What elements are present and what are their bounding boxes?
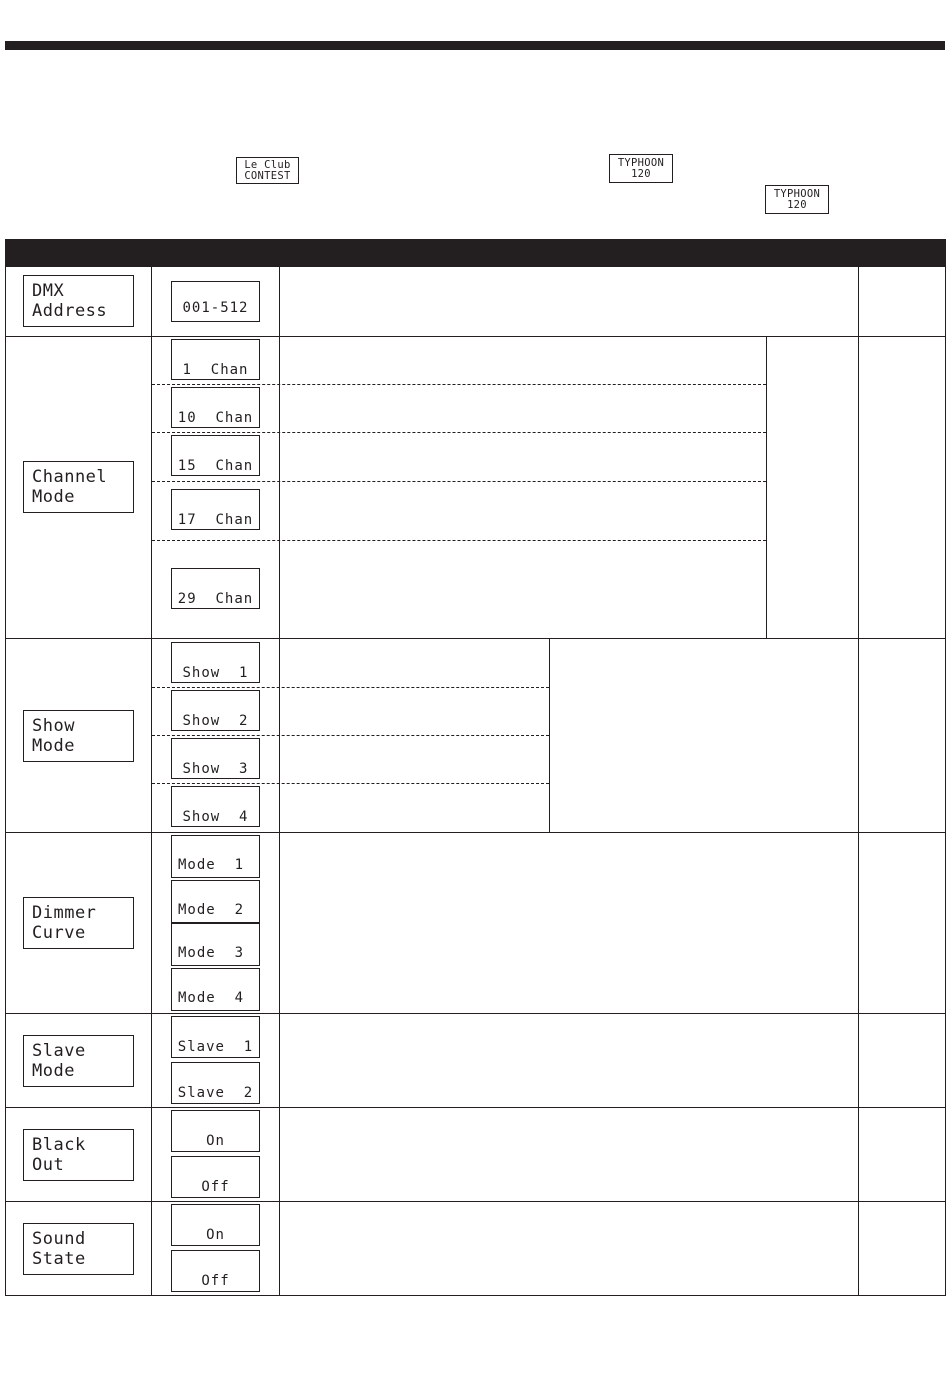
show-mode-value-lcd xyxy=(171,738,260,779)
lcd-value: On xyxy=(206,1133,225,1149)
channel-mode-value-lcd xyxy=(171,568,260,609)
sub-row-divider xyxy=(152,481,766,482)
lcd-line: Curve xyxy=(32,923,86,943)
typhoon-120-lcd xyxy=(609,154,673,183)
sub-row-divider xyxy=(152,735,549,736)
black-out-value-lcd xyxy=(171,1110,260,1152)
dimmer-curve-value-lcd xyxy=(171,880,260,923)
lcd-line: 120 xyxy=(631,168,651,180)
row-divider xyxy=(6,832,946,833)
sub-row-divider xyxy=(152,540,766,541)
lcd-value: Show 2 xyxy=(182,713,249,729)
channel-mode-value-lcd xyxy=(171,339,260,380)
dimmer-curve-function-lcd xyxy=(23,897,134,949)
lcd-line: DMX xyxy=(32,281,65,301)
lcd-value: Mode 3 xyxy=(178,945,245,961)
show-mode-value-lcd xyxy=(171,786,260,827)
channel-mode-function-lcd xyxy=(23,461,134,513)
lcd-line: Mode xyxy=(32,487,75,507)
lcd-value: Show 1 xyxy=(182,665,249,681)
lcd-value: Show 3 xyxy=(182,761,249,777)
lcd-line: Le Club xyxy=(244,159,291,171)
sound-state-value-lcd xyxy=(171,1204,260,1246)
lcd-line: CONTEST xyxy=(244,170,291,182)
slave-mode-value-lcd xyxy=(171,1016,260,1058)
table-header-bar xyxy=(5,239,946,267)
sub-row-divider xyxy=(152,384,766,385)
channel-mode-value-lcd xyxy=(171,387,260,428)
lcd-line: Show xyxy=(32,716,75,736)
lcd-line: Slave xyxy=(32,1041,86,1061)
top-rule xyxy=(5,41,945,50)
slave-mode-value-lcd xyxy=(171,1062,260,1104)
lcd-line: Channel xyxy=(32,467,108,487)
sub-row-divider xyxy=(152,432,766,433)
lcd-value: On xyxy=(206,1227,225,1243)
dmx-address-value-lcd xyxy=(171,281,260,322)
lcd-value: 10 Chan xyxy=(177,410,254,426)
menu-table xyxy=(5,267,946,1296)
lcd-value: 17 Chan xyxy=(177,512,254,528)
dimmer-curve-value-lcd xyxy=(171,835,260,878)
sub-row-divider xyxy=(152,687,549,688)
lcd-value: Mode 2 xyxy=(178,902,245,918)
channel-mode-value-lcd xyxy=(171,489,260,530)
row-divider xyxy=(6,638,946,639)
slave-mode-function-lcd xyxy=(23,1035,134,1087)
typhoon-120-lcd xyxy=(765,185,829,214)
lcd-line: Out xyxy=(32,1155,65,1175)
col-divider xyxy=(766,336,767,638)
lcd-line: Mode xyxy=(32,1061,75,1081)
lcd-value: Off xyxy=(201,1179,230,1195)
lcd-value: Slave 2 xyxy=(177,1085,254,1101)
dimmer-curve-value-lcd xyxy=(171,968,260,1011)
lcd-value: 1 Chan xyxy=(182,362,249,378)
lcd-value: 29 Chan xyxy=(177,591,254,607)
channel-mode-value-lcd xyxy=(171,435,260,476)
lcd-value: Off xyxy=(201,1273,230,1289)
lcd-line: 120 xyxy=(787,199,807,211)
lcd-line: State xyxy=(32,1249,86,1269)
lcd-value: 15 Chan xyxy=(177,458,254,474)
sub-row-divider xyxy=(152,783,549,784)
black-out-value-lcd xyxy=(171,1156,260,1198)
lcd-value: Slave 1 xyxy=(177,1039,254,1055)
sound-state-value-lcd xyxy=(171,1250,260,1292)
lcd-line: TYPHOON xyxy=(617,157,665,169)
lcd-line: TYPHOON xyxy=(773,188,821,200)
col-divider xyxy=(549,638,550,832)
col-divider xyxy=(279,267,280,1295)
dmx-address-function-lcd xyxy=(23,275,134,327)
row-divider xyxy=(6,1201,946,1202)
row-divider xyxy=(6,1107,946,1108)
show-mode-function-lcd xyxy=(23,710,134,762)
lcd-value: Show 4 xyxy=(182,809,249,825)
row-divider xyxy=(6,336,946,337)
lcd-line: Address xyxy=(32,301,108,321)
lcd-line: Dimmer xyxy=(32,903,97,923)
sound-state-function-lcd xyxy=(23,1223,134,1275)
show-mode-value-lcd xyxy=(171,690,260,731)
col-divider xyxy=(151,267,152,1295)
lcd-value: Mode 1 xyxy=(178,857,245,873)
lcd-line: Mode xyxy=(32,736,75,756)
dimmer-curve-value-lcd xyxy=(171,923,260,966)
lcd-line: Black xyxy=(32,1135,86,1155)
row-divider xyxy=(6,1013,946,1014)
black-out-function-lcd xyxy=(23,1129,134,1181)
le-club-contest-lcd xyxy=(236,157,299,184)
show-mode-value-lcd xyxy=(171,642,260,683)
lcd-line: Sound xyxy=(32,1229,86,1249)
col-divider xyxy=(858,267,859,1295)
lcd-value: Mode 4 xyxy=(178,990,245,1006)
lcd-value: 001-512 xyxy=(182,300,249,316)
